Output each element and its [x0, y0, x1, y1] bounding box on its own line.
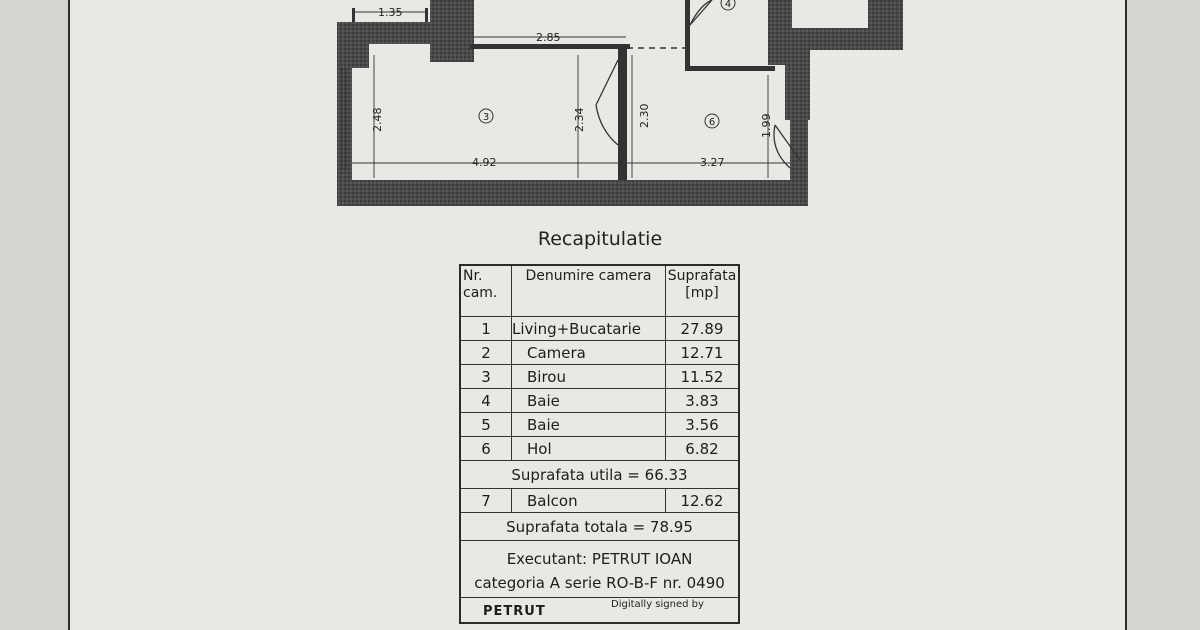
room-marker-3: 3 — [482, 112, 490, 123]
dim-label: 2.48 — [371, 107, 384, 132]
room-marker-6: 6 — [708, 117, 716, 128]
signature-name: PETRUT — [483, 604, 546, 619]
room-marker-4: 4 — [724, 0, 732, 10]
signature-row — [460, 598, 739, 624]
room-area: 12.62 — [666, 489, 740, 513]
room-nr: 2 — [460, 341, 512, 365]
digital-signature-note: Digitally signed by — [611, 599, 704, 610]
dim-label: 2.85 — [536, 31, 561, 44]
room-area: 3.56 — [666, 413, 740, 437]
room-nr: 6 — [460, 437, 512, 461]
room-nr: 7 — [460, 489, 512, 513]
room-area: 11.52 — [666, 365, 740, 389]
table-row — [460, 365, 739, 389]
executant-row — [460, 541, 739, 598]
room-area: 27.89 — [666, 317, 740, 341]
room-area: 6.82 — [666, 437, 740, 461]
room-nr: 1 — [460, 317, 512, 341]
header-nr: Nr. cam. — [460, 265, 512, 317]
room-area: 12.71 — [666, 341, 740, 365]
room-name: Camera — [512, 341, 666, 365]
room-name: Baie — [512, 389, 666, 413]
useful-area-row — [460, 461, 739, 489]
dim-label: 2.34 — [573, 107, 586, 132]
header-name: Denumire camera — [512, 265, 666, 317]
dim-label: 1.35 — [378, 6, 403, 19]
room-area: 3.83 — [666, 389, 740, 413]
signature-cell — [460, 598, 739, 624]
dim-label: 3.27 — [700, 156, 725, 169]
useful-area: Suprafata utila = 66.33 — [460, 461, 739, 489]
table-header-row — [460, 265, 739, 317]
table-row — [460, 413, 739, 437]
room-name: Hol — [512, 437, 666, 461]
executant-name: Executant: PETRUT IOAN — [506, 550, 693, 568]
dim-label: 4.92 — [472, 156, 497, 169]
executant-category: categoria A serie RO-B-F nr. 0490 — [474, 574, 725, 592]
total-area-row — [460, 513, 739, 541]
header-area: Suprafata [mp] — [666, 265, 740, 317]
room-name: Baie — [512, 413, 666, 437]
room-nr: 3 — [460, 365, 512, 389]
executant-block — [460, 541, 739, 598]
room-name: Birou — [512, 365, 666, 389]
table-row — [460, 317, 739, 341]
floor-plan — [0, 0, 1200, 215]
recap-title: Recapitulatie — [537, 228, 663, 250]
recap-table — [459, 264, 740, 624]
table-row — [460, 341, 739, 365]
table-row — [460, 389, 739, 413]
room-nr: 4 — [460, 389, 512, 413]
total-area: Suprafata totala = 78.95 — [460, 513, 739, 541]
dim-label: 1.99 — [760, 113, 773, 138]
table-row — [460, 489, 739, 513]
dim-label: 2.30 — [638, 103, 651, 128]
table-row — [460, 437, 739, 461]
room-name: Living+Bucatarie — [512, 317, 666, 341]
room-name: Balcon — [512, 489, 666, 513]
room-nr: 5 — [460, 413, 512, 437]
